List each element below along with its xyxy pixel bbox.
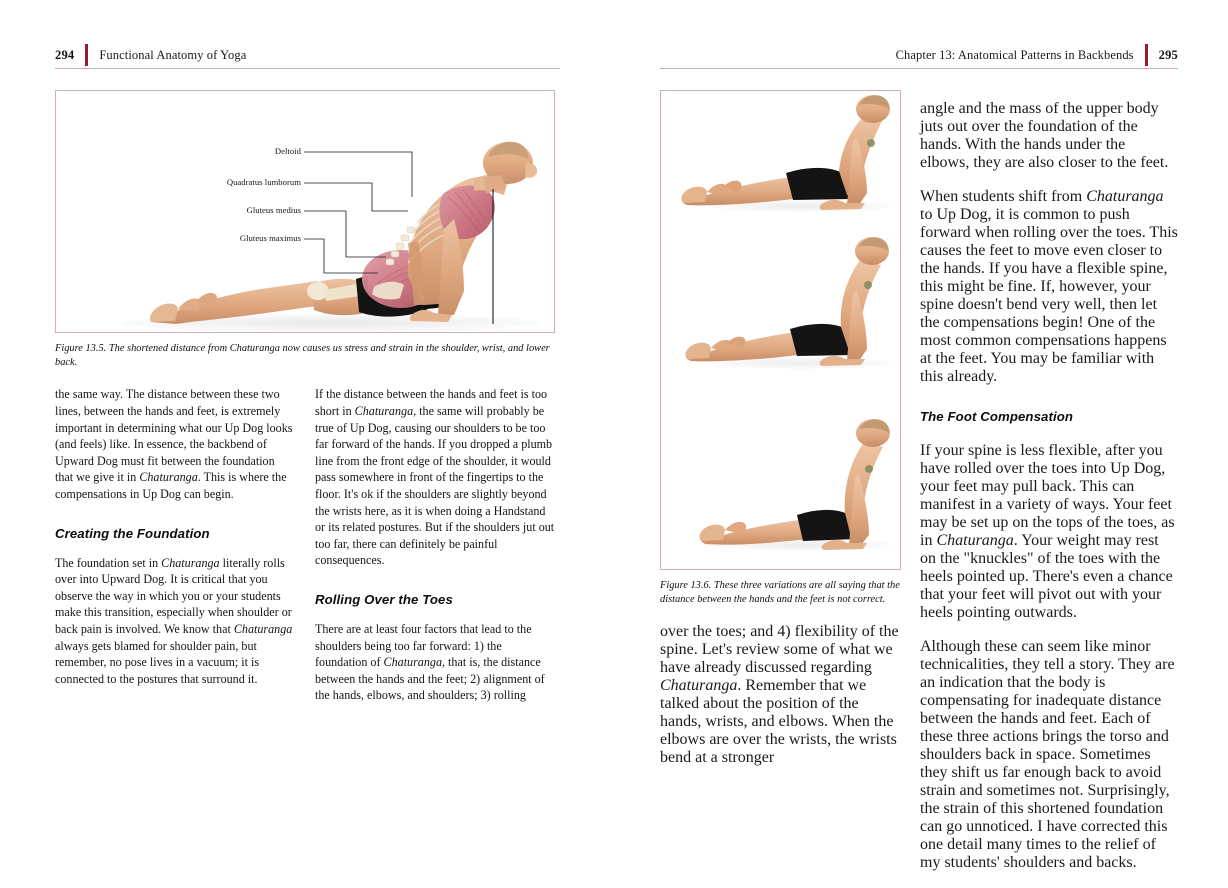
label-quadratus-lumborum: Quadratus lumborum xyxy=(226,177,301,187)
left-page-text-columns xyxy=(55,386,570,704)
folio-number-left: 294 xyxy=(55,48,75,62)
label-gluteus-maximus: Gluteus maximus xyxy=(239,233,301,243)
right-page-figure-column xyxy=(660,82,901,783)
right-page-column-1 xyxy=(660,623,901,767)
paragraph: There are at least four factors that lead to the shoulders being too far forward: 1) the foundation of Chaturanga, that is, the distance between the hands and the feet; 2) alignment of the hands, elbows, and shoulders; 3) rolling xyxy=(315,621,545,703)
label-deltoid: Deltoid xyxy=(274,146,301,156)
running-title-right: Chapter 13: Anatomical Patterns in Backbends xyxy=(895,48,1134,62)
paragraph: If the distance between the hands and feet is too short in Chaturanga, the same will probably be true of Up Dog, causing our shoulders to be too far forward of the hands. If you dropped a plumb line from the front edge of the shoulder, it would pass somewhere in front of the fingertips to the floor. It's ok if the shoulders are slightly beyond the wrists here, as it is when doing a Handstand or its related postures. But if the shoulders jut out too far, there can definitely be painful consequences. xyxy=(315,387,555,568)
paragraph: The foundation set in Chaturanga literally rolls over into Upward Dog. It is critical that you observe the way in which you or your students make this transition, especially when shoulder or back pain is involved. We know that Chaturanga always gets blamed for shoulder pain, but remember, no pose lives in a vacuum; it is connected to the postures that surround it. xyxy=(55,555,293,686)
subhead-rolling-over-the-toes: Rolling Over the Toes xyxy=(315,591,453,607)
page-left xyxy=(0,0,614,800)
header-rule xyxy=(55,68,560,69)
running-title-left: Functional Anatomy of Yoga xyxy=(99,48,247,62)
paragraph: If your spine is less flexible, after you have rolled over the toes into Up Dog, your feet may pull back. This can manifest in a variety of ways. Your feet may be set up on the tops of the toes, as in Chaturanga. Your weight may rest on the "knuckles" of the toes with the heels pointed up. There's even a chance that your feet will pivot out with your heels pointing outwards. xyxy=(920,442,1175,621)
folio-divider-bar xyxy=(1145,44,1148,66)
paragraph: angle and the mass of the upper body juts out over the foundation of the hands. With the hands under the elbows, they are also closer to the feet. xyxy=(920,100,1169,171)
figure-13-5 xyxy=(55,90,555,333)
paragraph: Although these can seem like minor technicalities, they tell a story. They are an indication that the body is compensating for inadequate distance between the hands and feet. Each of these three actions brings the torso and shoulders back in space. Sometimes they shift us far enough back to avoid strain and sometimes not. Surprisingly, the strain of this shortened foundation can go unnoticed. I have corrected this one detail many times to the relief of my students' shoulders and backs. xyxy=(920,638,1175,871)
subhead-creating-the-foundation: Creating the Foundation xyxy=(55,525,210,541)
figure-13-6-caption: Figure 13.6. These three variations are all saying that the distance between the hands and the feet is not correct. xyxy=(660,580,900,606)
page-right xyxy=(614,0,1228,871)
label-gluteus-medius: Gluteus medius xyxy=(246,205,301,215)
upward-dog-anatomy-illustration xyxy=(56,91,554,332)
left-page-column-2 xyxy=(315,386,555,704)
right-page-body xyxy=(660,82,1178,888)
three-up-dog-variations-photos xyxy=(661,91,900,569)
folio-number-right: 295 xyxy=(1158,48,1178,62)
paragraph: When students shift from Chaturanga to Up Dog, it is common to push forward when rolling over the toes. This causes the feet to move even closer to the hands. If you have a flexible spine, this might be fine. If, however, your spine doesn't bend very well, then let the compensations begin! One of the most common compensations happens at the feet. You may be familiar with this already. xyxy=(920,188,1178,385)
running-head-left xyxy=(55,46,570,82)
right-page-column-2 xyxy=(920,82,1178,888)
figure-13-5-caption: Figure 13.5. The shortened distance from Chaturanga now causes us stress and strain in the shoulder, wrist, and lower back. xyxy=(55,343,550,369)
folio-divider-bar xyxy=(85,44,88,66)
figure-13-6 xyxy=(660,90,901,570)
paragraph: the same way. The distance between these two lines, between the hands and feet, is extremely important in determining what our Up Dog looks (and feels) like. In essence, the backbend of Upward Dog must fit between the foundation that we give it in Chaturanga. This is where the compensations in Up Dog can begin. xyxy=(55,387,293,501)
subhead-the-foot-compensation: The Foot Compensation xyxy=(920,409,1074,424)
paragraph: over the toes; and 4) flexibility of the spine. Let's review some of what we have already discussed regarding Chaturanga. Remember that we talked about the position of the hands, wrists, and elbows. When the elbows are over the wrists, the wrists bend at a stronger xyxy=(660,623,899,767)
running-head-right xyxy=(660,46,1178,82)
left-page-column-1 xyxy=(55,386,295,704)
header-rule xyxy=(660,68,1178,69)
